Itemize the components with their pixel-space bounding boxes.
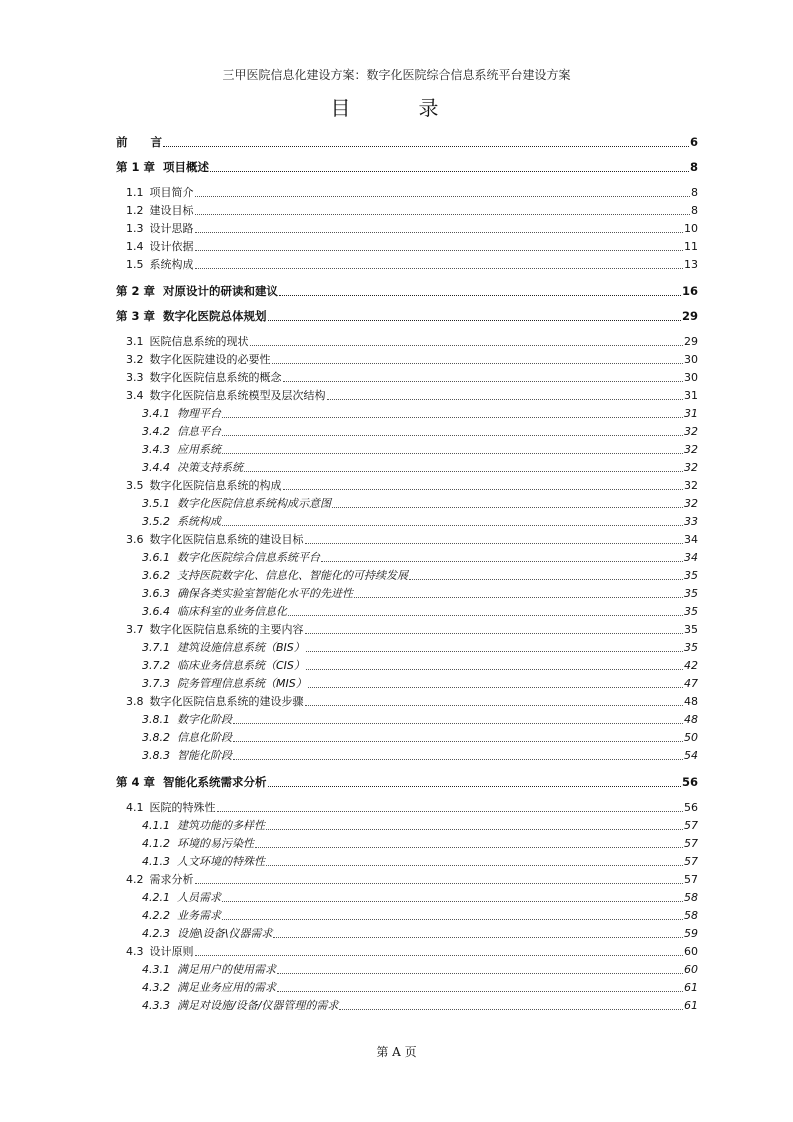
toc-entry-sub[interactable] — [116, 513, 698, 531]
toc-entry-number: 3.2 — [126, 353, 144, 366]
toc-entry-sub[interactable] — [116, 423, 698, 441]
toc-entry-sub[interactable] — [116, 997, 698, 1015]
toc-dot-leader — [288, 614, 683, 616]
toc-entry-number: 3.1 — [126, 335, 144, 348]
toc-entry-label — [142, 657, 305, 675]
toc-dot-leader — [195, 231, 684, 233]
toc-entry-sub[interactable] — [116, 853, 698, 871]
toc-entry-number: 3.7.3 — [142, 677, 170, 690]
toc-entry-text: 数字化医院信息系统的主要内容 — [149, 623, 304, 636]
toc-page-number: 58 — [684, 891, 698, 904]
toc-entry-number: 3.7.1 — [142, 641, 170, 654]
table-of-contents — [116, 134, 698, 1015]
toc-entry-sub[interactable] — [116, 495, 698, 513]
toc-dot-leader — [233, 758, 683, 760]
toc-entry-text: 数字化医院综合信息系统平台 — [177, 551, 320, 564]
toc-entry-number: 第 4 章 — [116, 775, 156, 789]
toc-dot-leader — [273, 936, 683, 938]
toc-entry-text: 数字化医院信息系统的概念 — [149, 371, 282, 384]
toc-page-number: 34 — [684, 533, 698, 546]
toc-dot-leader — [222, 452, 683, 454]
toc-entry-chapter[interactable] — [116, 159, 698, 175]
toc-page-number: 35 — [684, 587, 698, 600]
toc-entry-number: 4.2.2 — [142, 909, 170, 922]
toc-dot-leader — [327, 398, 684, 400]
toc-entry-text: 设计思路 — [149, 222, 194, 235]
toc-entry-text: 医院信息系统的现状 — [149, 335, 249, 348]
toc-entry-sec[interactable] — [116, 387, 698, 405]
toc-entry-sub[interactable] — [116, 817, 698, 835]
toc-entry-number: 3.4.1 — [142, 407, 170, 420]
toc-dot-leader — [195, 267, 684, 269]
toc-page-number: 13 — [684, 258, 698, 271]
toc-dot-leader — [222, 434, 683, 436]
toc-entry-number: 3.6.2 — [142, 569, 170, 582]
toc-entry-text: 满足用户的使用需求 — [177, 963, 276, 976]
toc-entry-text: 临床业务信息系统（CIS） — [177, 659, 305, 672]
toc-page-number: 59 — [684, 927, 698, 940]
toc-entry-number: 3.6.4 — [142, 605, 170, 618]
toc-entry-text: 支持医院数字化、信息化、智能化的可持续发展 — [177, 569, 408, 582]
toc-entry-label — [126, 369, 282, 387]
toc-entry-number: 1.4 — [126, 240, 144, 253]
toc-entry-label — [142, 711, 232, 729]
page-footer: 第 A 页 — [376, 1045, 417, 1059]
toc-dot-leader — [409, 578, 683, 580]
toc-entry-text: 临床科室的业务信息化 — [177, 605, 287, 618]
toc-entry-text: 物理平台 — [177, 407, 221, 420]
toc-page-number: 32 — [684, 425, 698, 438]
toc-entry-sec[interactable] — [116, 220, 698, 238]
toc-dot-leader — [266, 864, 683, 866]
toc-entry-number: 1.1 — [126, 186, 144, 199]
toc-page-number: 56 — [681, 775, 698, 789]
toc-page-number: 56 — [684, 801, 698, 814]
toc-entry-sec[interactable] — [116, 693, 698, 711]
toc-entry-label — [116, 308, 267, 324]
toc-entry-number: 3.5 — [126, 479, 144, 492]
toc-entry-label — [142, 747, 232, 765]
toc-dot-leader — [308, 686, 683, 688]
toc-entry-number: 3.6.3 — [142, 587, 170, 600]
toc-page-number: 10 — [684, 222, 698, 235]
toc-entry-text: 智能化阶段 — [177, 749, 232, 762]
toc-page-number: 30 — [684, 353, 698, 366]
toc-entry-sub[interactable] — [116, 907, 698, 925]
toc-entry-text: 信息平台 — [177, 425, 221, 438]
toc-dot-leader — [305, 632, 684, 634]
toc-entry-sub[interactable] — [116, 835, 698, 853]
toc-entry-number: 3.3 — [126, 371, 144, 384]
toc-entry-text: 数字化医院信息系统的建设目标 — [149, 533, 304, 546]
toc-entry-number: 3.4 — [126, 389, 144, 402]
toc-entry-label — [126, 333, 249, 351]
toc-dot-leader — [222, 900, 683, 902]
toc-entry-sub[interactable] — [116, 639, 698, 657]
toc-entry-label — [142, 585, 353, 603]
toc-page-number: 31 — [684, 389, 698, 402]
toc-entry-number: 4.2 — [126, 873, 144, 886]
toc-entry-text: 设计原则 — [149, 945, 194, 958]
toc-entry-chapter[interactable] — [116, 308, 698, 324]
toc-entry-label — [126, 256, 194, 274]
toc-entry-text: 数字化阶段 — [177, 713, 232, 726]
toc-entry-number: 3.7.2 — [142, 659, 170, 672]
toc-dot-leader — [305, 704, 684, 706]
toc-entry-text: 数字化医院信息系统的构成 — [149, 479, 282, 492]
toc-dot-leader — [163, 145, 689, 147]
toc-dot-leader — [268, 319, 681, 321]
toc-entry-text: 数字化医院信息系统构成示意图 — [177, 497, 331, 510]
toc-entry-label — [142, 603, 287, 621]
toc-entry-label — [126, 871, 194, 889]
toc-entry-sec[interactable] — [116, 799, 698, 817]
toc-entry-label — [142, 567, 408, 585]
toc-page-number: 6 — [689, 135, 698, 149]
toc-page-number: 57 — [684, 855, 698, 868]
toc-entry-label — [142, 889, 221, 907]
toc-entry-label — [142, 925, 272, 943]
toc-dot-leader — [321, 560, 683, 562]
toc-dot-leader — [305, 542, 684, 544]
toc-entry-sec[interactable] — [116, 943, 698, 961]
toc-page-number: 16 — [681, 284, 698, 298]
toc-entry-sec[interactable] — [116, 238, 698, 256]
toc-page-number: 50 — [684, 731, 698, 744]
toc-entry-sub[interactable] — [116, 405, 698, 423]
toc-entry-number: 4.3.2 — [142, 981, 170, 994]
toc-dot-leader — [277, 972, 683, 974]
toc-entry-label — [126, 351, 271, 369]
toc-page-number: 57 — [684, 873, 698, 886]
toc-page-number: 8 — [691, 186, 698, 199]
toc-entry-text: 满足业务应用的需求 — [177, 981, 276, 994]
toc-entry-number: 3.7 — [126, 623, 144, 636]
toc-entry-number: 3.8.3 — [142, 749, 170, 762]
toc-entry-number: 3.6 — [126, 533, 144, 546]
toc-entry-text: 对原设计的研读和建议 — [163, 284, 279, 298]
toc-entry-chapter[interactable] — [116, 774, 698, 790]
toc-entry-text: 系统构成 — [177, 515, 221, 528]
toc-entry-label — [142, 549, 320, 567]
toc-entry-number: 前 言 — [116, 135, 162, 149]
toc-entry-sub[interactable] — [116, 549, 698, 567]
toc-dot-leader — [244, 470, 683, 472]
toc-entry-number: 1.3 — [126, 222, 144, 235]
toc-entry-label — [116, 283, 278, 299]
toc-dot-leader — [210, 170, 689, 172]
toc-dot-leader — [279, 294, 681, 296]
toc-entry-text: 系统构成 — [149, 258, 194, 271]
toc-page-number: 30 — [684, 371, 698, 384]
toc-entry-label — [142, 907, 221, 925]
toc-entry-chapter[interactable] — [116, 283, 698, 299]
toc-entry-sub[interactable] — [116, 747, 698, 765]
toc-entry-number: 3.4.2 — [142, 425, 170, 438]
toc-entry-chapter[interactable] — [116, 134, 698, 150]
toc-dot-leader — [222, 918, 683, 920]
toc-dot-leader — [222, 524, 683, 526]
toc-page-number: 32 — [684, 479, 698, 492]
toc-entry-sec[interactable] — [116, 333, 698, 351]
toc-entry-text: 项目简介 — [149, 186, 194, 199]
toc-entry-sub[interactable] — [116, 961, 698, 979]
toc-entry-label — [126, 184, 194, 202]
toc-page-number: 48 — [684, 713, 698, 726]
toc-entry-sec[interactable] — [116, 531, 698, 549]
toc-page-number: 35 — [684, 641, 698, 654]
toc-entry-sec[interactable] — [116, 202, 698, 220]
toc-page-number: 31 — [684, 407, 698, 420]
toc-entry-sub[interactable] — [116, 711, 698, 729]
toc-entry-text: 数字化医院建设的必要性 — [149, 353, 271, 366]
toc-page-number: 33 — [684, 515, 698, 528]
toc-entry-number: 第 2 章 — [116, 284, 156, 298]
page-title: 目 录 — [330, 96, 463, 120]
toc-dot-leader — [283, 380, 684, 382]
toc-entry-label — [126, 693, 304, 711]
toc-entry-text: 人文环境的特殊性 — [177, 855, 265, 868]
toc-page-number: 11 — [684, 240, 698, 253]
toc-page-number: 58 — [684, 909, 698, 922]
toc-entry-text: 确保各类实验室智能化水平的先进性 — [177, 587, 353, 600]
toc-entry-label — [126, 202, 194, 220]
toc-dot-leader — [222, 416, 683, 418]
toc-entry-number: 3.5.2 — [142, 515, 170, 528]
toc-entry-number: 4.2.1 — [142, 891, 170, 904]
toc-page-number: 42 — [684, 659, 698, 672]
toc-page-number: 35 — [684, 569, 698, 582]
toc-entry-label — [126, 477, 282, 495]
toc-entry-number: 1.5 — [126, 258, 144, 271]
toc-entry-text: 数字化医院信息系统模型及层次结构 — [149, 389, 326, 402]
toc-entry-number: 1.2 — [126, 204, 144, 217]
toc-page-number: 60 — [684, 963, 698, 976]
toc-entry-sub[interactable] — [116, 459, 698, 477]
toc-page-number: 35 — [684, 605, 698, 618]
toc-entry-label — [126, 799, 216, 817]
toc-page-number: 60 — [684, 945, 698, 958]
toc-entry-label — [116, 159, 209, 175]
toc-entry-number: 3.6.1 — [142, 551, 170, 564]
toc-entry-sec[interactable] — [116, 621, 698, 639]
toc-entry-sub[interactable] — [116, 979, 698, 997]
toc-entry-sub[interactable] — [116, 567, 698, 585]
toc-entry-label — [126, 238, 194, 256]
toc-entry-sub[interactable] — [116, 925, 698, 943]
toc-entry-label — [142, 817, 265, 835]
toc-entry-number: 第 3 章 — [116, 309, 156, 323]
toc-entry-number: 4.3.1 — [142, 963, 170, 976]
toc-entry-text: 智能化系统需求分析 — [163, 775, 267, 789]
toc-entry-label — [142, 979, 276, 997]
toc-page-number: 32 — [684, 461, 698, 474]
toc-entry-label — [142, 513, 221, 531]
toc-entry-text: 设施\设备\仪器需求 — [177, 927, 273, 940]
toc-dot-leader — [332, 506, 683, 508]
toc-entry-sec[interactable] — [116, 184, 698, 202]
toc-entry-text: 决策支持系统 — [177, 461, 243, 474]
toc-entry-sec[interactable] — [116, 477, 698, 495]
toc-entry-text: 业务需求 — [177, 909, 221, 922]
toc-page-number: 8 — [691, 204, 698, 217]
toc-entry-number: 3.4.4 — [142, 461, 170, 474]
toc-page-number: 57 — [684, 819, 698, 832]
toc-dot-leader — [195, 954, 684, 956]
toc-entry-label — [142, 639, 305, 657]
toc-dot-leader — [217, 810, 684, 812]
toc-entry-sec[interactable] — [116, 369, 698, 387]
toc-entry-label — [142, 729, 232, 747]
toc-entry-number: 4.1.1 — [142, 819, 170, 832]
toc-entry-sec[interactable] — [116, 256, 698, 274]
toc-entry-text: 院务管理信息系统（MIS） — [177, 677, 307, 690]
toc-entry-number: 4.3 — [126, 945, 144, 958]
page-header: 三甲医院信息化建设方案：数字化医院综合信息系统平台建设方案 — [222, 68, 571, 82]
toc-entry-number: 第 1 章 — [116, 160, 156, 174]
toc-entry-text: 建设目标 — [149, 204, 194, 217]
toc-entry-sub[interactable] — [116, 603, 698, 621]
toc-page-number: 47 — [684, 677, 698, 690]
toc-entry-label — [126, 387, 326, 405]
toc-entry-number: 3.8 — [126, 695, 144, 708]
toc-page-number: 32 — [684, 497, 698, 510]
toc-entry-text: 需求分析 — [149, 873, 194, 886]
toc-entry-number: 4.1 — [126, 801, 144, 814]
toc-entry-number: 4.1.3 — [142, 855, 170, 868]
toc-dot-leader — [195, 213, 691, 215]
toc-entry-label — [142, 853, 265, 871]
toc-dot-leader — [277, 990, 683, 992]
toc-page-number: 57 — [684, 837, 698, 850]
toc-entry-label — [126, 220, 194, 238]
toc-entry-text: 环境的易污染性 — [177, 837, 254, 850]
toc-dot-leader — [195, 882, 684, 884]
toc-page-number: 32 — [684, 443, 698, 456]
toc-entry-label — [142, 961, 276, 979]
toc-dot-leader — [306, 668, 683, 670]
toc-dot-leader — [195, 195, 691, 197]
toc-entry-label — [142, 441, 221, 459]
toc-entry-label — [142, 835, 254, 853]
toc-entry-sub[interactable] — [116, 889, 698, 907]
toc-entry-label — [142, 997, 338, 1015]
toc-entry-number: 4.2.3 — [142, 927, 170, 940]
toc-entry-label — [126, 531, 304, 549]
toc-entry-number: 4.3.3 — [142, 999, 170, 1012]
toc-entry-sub[interactable] — [116, 729, 698, 747]
toc-entry-number: 4.1.2 — [142, 837, 170, 850]
toc-entry-number: 3.8.2 — [142, 731, 170, 744]
toc-entry-label — [116, 134, 162, 150]
toc-page-number: 61 — [684, 981, 698, 994]
toc-entry-text: 项目概述 — [163, 160, 210, 174]
toc-entry-number: 3.5.1 — [142, 497, 170, 510]
toc-page-number: 34 — [684, 551, 698, 564]
toc-dot-leader — [233, 722, 683, 724]
toc-dot-leader — [233, 740, 683, 742]
toc-entry-label — [126, 943, 194, 961]
toc-entry-text: 信息化阶段 — [177, 731, 232, 744]
toc-dot-leader — [306, 650, 683, 652]
toc-entry-number: 3.4.3 — [142, 443, 170, 456]
toc-entry-sub[interactable] — [116, 441, 698, 459]
toc-entry-sec[interactable] — [116, 351, 698, 369]
toc-page-number: 8 — [689, 160, 698, 174]
toc-entry-label — [142, 405, 221, 423]
toc-dot-leader — [268, 785, 681, 787]
toc-dot-leader — [283, 488, 684, 490]
toc-dot-leader — [250, 344, 684, 346]
toc-dot-leader — [195, 249, 684, 251]
toc-entry-text: 医院的特殊性 — [149, 801, 216, 814]
toc-dot-leader — [272, 362, 684, 364]
toc-entry-sec[interactable] — [116, 871, 698, 889]
toc-entry-label — [116, 774, 267, 790]
toc-entry-sub[interactable] — [116, 585, 698, 603]
toc-entry-label — [142, 423, 221, 441]
toc-entry-text: 应用系统 — [177, 443, 221, 456]
toc-page-number: 48 — [684, 695, 698, 708]
toc-entry-text: 建筑功能的多样性 — [177, 819, 265, 832]
toc-entry-sub[interactable] — [116, 675, 698, 693]
toc-dot-leader — [354, 596, 683, 598]
toc-entry-number: 3.8.1 — [142, 713, 170, 726]
toc-entry-text: 数字化医院信息系统的建设步骤 — [149, 695, 304, 708]
toc-dot-leader — [339, 1008, 683, 1010]
toc-entry-label — [142, 675, 307, 693]
toc-entry-text: 满足对设施/设备/仪器管理的需求 — [177, 999, 339, 1012]
toc-page-number: 29 — [684, 335, 698, 348]
toc-dot-leader — [255, 846, 683, 848]
toc-dot-leader — [266, 828, 683, 830]
toc-entry-text: 数字化医院总体规划 — [163, 309, 267, 323]
toc-page-number: 61 — [684, 999, 698, 1012]
toc-entry-text: 设计依据 — [149, 240, 194, 253]
toc-entry-sub[interactable] — [116, 657, 698, 675]
toc-entry-text: 人员需求 — [177, 891, 221, 904]
toc-page-number: 29 — [681, 309, 698, 323]
toc-page-number: 35 — [684, 623, 698, 636]
toc-entry-label — [142, 495, 331, 513]
toc-entry-label — [142, 459, 243, 477]
toc-page-number: 54 — [684, 749, 698, 762]
toc-entry-text: 建筑设施信息系统（BIS） — [177, 641, 305, 654]
toc-entry-label — [126, 621, 304, 639]
